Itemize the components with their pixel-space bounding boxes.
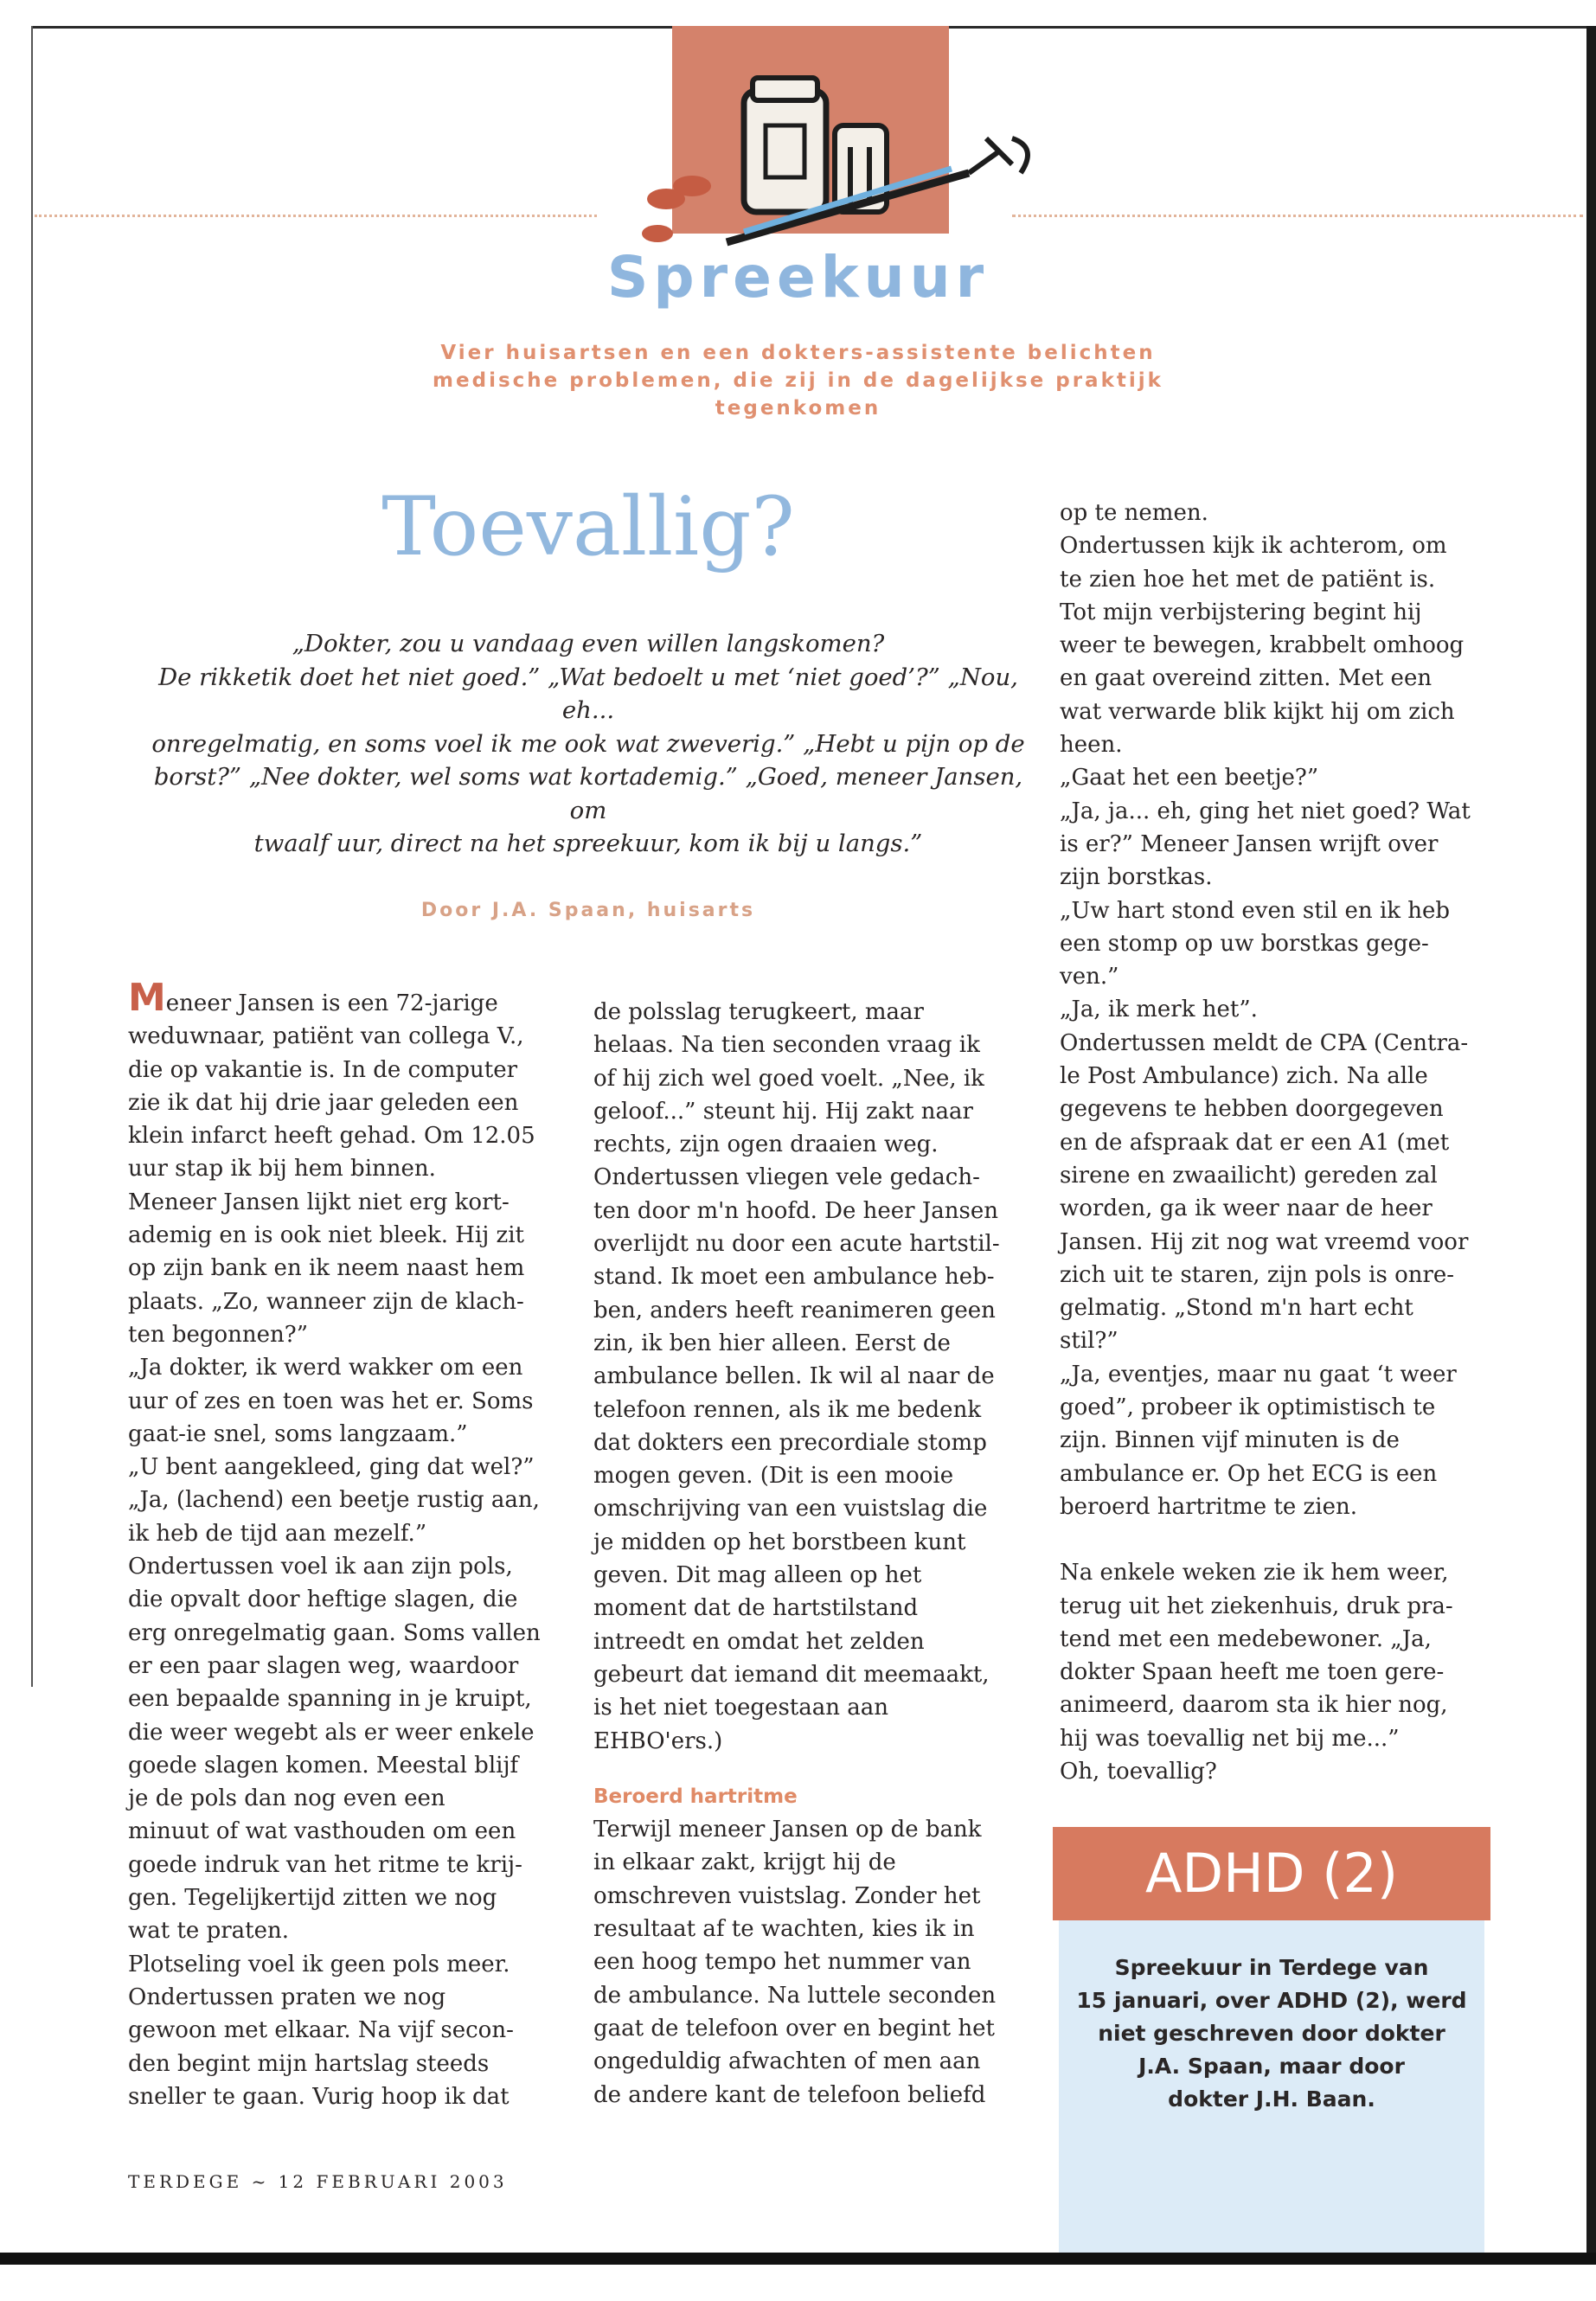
body-line: beroerd hartritme te zien. [1060, 1493, 1357, 1520]
body-line: helaas. Na tien seconden vraag ik [593, 1032, 980, 1059]
body-line: le Post Ambulance) zich. Na alle [1060, 1063, 1428, 1090]
header-dotted-rule-right [1012, 215, 1583, 217]
lead-line: twaalf uur, direct na het spreekuur, kom ik bij u langs.” [253, 830, 923, 857]
sidebar-line: dokter J.H. Baan. [1168, 2086, 1375, 2112]
article-byline: Door J.A. Spaan, huisarts [420, 900, 756, 921]
body-line: heen. [1060, 732, 1123, 759]
body-line: hij was toevallig net bij me...” [1060, 1725, 1400, 1752]
body-line: wat te praten. [128, 1918, 289, 1945]
sidebar-title: ADHD (2) [1144, 1842, 1399, 1905]
body-line: ten begonnen?” [128, 1321, 309, 1348]
body-line: intreedt en omdat het zelden [593, 1628, 925, 1655]
body-line: plaats. „Zo, wanneer zijn de klach- [128, 1288, 524, 1315]
lead-line: onregelmatig, en soms voel ik me ook wat zweverig.” „Hebt u pijn op de [151, 729, 1025, 758]
lead-line: borst?” „Nee dokter, wel soms wat kortademig.” „Goed, meneer Jansen, om [153, 763, 1023, 824]
body-line: uur of zes en toen was het er. Soms [128, 1388, 534, 1414]
body-line: omschrijving van een vuistslag die [593, 1496, 988, 1522]
body-line: „Ja, ik merk het”. [1060, 997, 1258, 1023]
body-line: Oh, toevallig? [1060, 1758, 1217, 1785]
body-line: die weer wegebt als er weer enkele [128, 1719, 535, 1746]
sidebar-line: J.A. Spaan, maar door [1138, 2054, 1405, 2079]
body-line: ten door m'n hoofd. De heer Jansen [593, 1197, 998, 1224]
body-line: gen. Tegelijkertijd zitten we nog [128, 1885, 497, 1912]
body-line: Ondertussen meldt de CPA (Centra- [1060, 1029, 1469, 1056]
body-line: „Ja dokter, ik werd wakker om een [128, 1355, 523, 1381]
section-subtitle-line: medische problemen, die zij in de dagelijkse praktijk tegenkomen [433, 369, 1163, 420]
body-line: ik heb de tijd aan mezelf.” [128, 1520, 427, 1547]
body-line: of hij zich wel goed voelt. „Nee, ik [593, 1065, 984, 1092]
body-line: ademig en is ook niet bleek. Hij zit [128, 1222, 525, 1249]
header-dotted-rule-left [35, 215, 597, 217]
body-line: goed”, probeer ik optimistisch te [1060, 1394, 1436, 1421]
body-line: je midden op het borstbeen kunt [593, 1529, 966, 1555]
sidebar-line: niet geschreven door dokter [1098, 2021, 1445, 2046]
section-subtitle [346, 339, 1250, 422]
body-line: „U bent aangekleed, ging dat wel?” [128, 1454, 535, 1481]
body-line: „Ja, ja... eh, ging het niet goed? Wat [1060, 798, 1471, 824]
body-line: zijn borstkas. [1060, 864, 1213, 891]
article-headline: Toevallig? [381, 480, 795, 574]
body-line: den begint mijn hartslag steeds [128, 2050, 490, 2077]
body-line: en de afspraak dat er een A1 (met [1060, 1129, 1450, 1156]
body-line: Tot mijn verbijstering begint hij [1060, 599, 1422, 625]
body-line: je de pols dan nog even een [128, 1785, 445, 1812]
body-line: Ondertussen praten we nog [128, 1984, 446, 2010]
body-line: zich uit te staren, zijn pols is onre- [1060, 1261, 1455, 1288]
body-line: gebeurt dat iemand dit meemaakt, [593, 1661, 990, 1688]
body-line: tend met een medebewoner. „Ja, [1060, 1625, 1432, 1652]
body-line: zin, ik ben hier alleen. Eerst de [593, 1330, 951, 1356]
body-line: er een paar slagen weg, waardoor [128, 1652, 519, 1679]
body-line: „Ja, (lachend) een beetje rustig aan, [128, 1487, 540, 1514]
body-line: gewoon met elkaar. Na vijf secon- [128, 2017, 514, 2044]
body-line: Ondertussen kijk ik achterom, om [1060, 533, 1447, 560]
body-line: de andere kant de telefoon beliefd [593, 2081, 986, 2108]
sidebar-line: 15 januari, over ADHD (2), werd [1076, 1988, 1467, 2013]
body-line: een hoog tempo het nummer van [593, 1949, 971, 1976]
body-line: op te nemen. [1060, 500, 1208, 526]
body-line: gegevens te hebben doorgegeven [1060, 1096, 1444, 1123]
body-line: sneller te gaan. Vurig hoop ik dat [128, 2083, 510, 2110]
body-line: telefoon rennen, als ik me bedenk [593, 1396, 982, 1423]
body-line: overlijdt nu door een acute hartstil- [593, 1231, 1000, 1258]
body-line: EHBO'ers.) [593, 1727, 723, 1754]
article-column-2 [593, 996, 1019, 2112]
section-subtitle-line: Vier huisartsen en een dokters-assistente belichten [440, 342, 1156, 364]
body-line: is het niet toegestaan aan [593, 1695, 888, 1721]
section-subheading: Beroerd hartritme [593, 1785, 798, 1808]
body-line: gelmatig. „Stond m'n hart echt [1060, 1295, 1413, 1322]
section-title: Spreekuur [606, 244, 990, 311]
body-line: goede slagen komen. Meestal blijf [128, 1752, 519, 1779]
body-line: en gaat overeind zitten. Met een [1060, 665, 1433, 692]
body-line: de polsslag terugkeert, maar [593, 999, 924, 1025]
body-line: resultaat af te wachten, kies ik in [593, 1916, 975, 1943]
body-line: goede indruk van het ritme te krij- [128, 1851, 522, 1878]
body-line: uur stap ik bij hem binnen. [128, 1156, 436, 1183]
lead-line: „Dokter, zou u vandaag even willen langskomen? [292, 630, 885, 657]
page-border-right [1586, 26, 1596, 2259]
body-line: een stomp op uw borstkas gege- [1060, 930, 1429, 957]
body-line: op zijn bank en ik neem naast hem [128, 1255, 525, 1282]
body-line: dokter Spaan heeft me toen gere- [1060, 1659, 1445, 1686]
body-line: terug uit het ziekenhuis, druk pra- [1060, 1593, 1453, 1619]
body-line: die op vakantie is. In de computer [128, 1056, 518, 1083]
body-line: gaat de telefoon over en begint het [593, 2015, 995, 2041]
body-line: zie ik dat hij drie jaar geleden een [128, 1089, 519, 1116]
body-line: Ondertussen vliegen vele gedach- [593, 1164, 980, 1191]
body-line: stil?” [1060, 1328, 1118, 1355]
body-line: ven.” [1060, 964, 1119, 990]
body-line: sirene en zwaailicht) gereden zal [1060, 1162, 1438, 1189]
body-line: omschreven vuistslag. Zonder het [593, 1882, 981, 1909]
body-line: Plotseling voel ik geen pols meer. [128, 1951, 510, 1977]
body-line: stand. Ik moet een ambulance heb- [593, 1264, 995, 1291]
body-line: ben, anders heeft reanimeren geen [593, 1297, 996, 1324]
body-line: wat verwarde blik kijkt hij om zich [1060, 698, 1455, 725]
body-line: geven. Dit mag alleen op het [593, 1562, 922, 1589]
body-line: Meneer Jansen is een 72-jarige [128, 976, 498, 1020]
body-line: geloof...” steunt hij. Hij zakt naar [593, 1098, 973, 1125]
article-lead [138, 627, 1038, 861]
body-line: klein infarct heeft gehad. Om 12.05 [128, 1123, 535, 1150]
body-line: „Uw hart stond even stil en ik heb [1060, 897, 1451, 924]
body-line: weduwnaar, patiënt van collega V., [128, 1023, 524, 1050]
body-line: dat dokters een precordiale stomp [593, 1429, 987, 1456]
page-border-bottom [0, 2253, 1596, 2265]
body-line: erg onregelmatig gaan. Soms vallen [128, 1619, 541, 1646]
body-line: is er?” Meneer Jansen wrijft over [1060, 830, 1439, 857]
article-column-1 [128, 976, 554, 2113]
body-line: „Gaat het een beetje?” [1060, 765, 1319, 792]
body-line: Na enkele weken zie ik hem weer, [1060, 1560, 1449, 1586]
body-line: Terwijl meneer Jansen op de bank [593, 1817, 982, 1843]
body-line: Meneer Jansen lijkt niet erg kort- [128, 1189, 510, 1215]
body-line: ambulance bellen. Ik wil al naar de [593, 1363, 995, 1390]
body-line: minuut of wat vasthouden om een [128, 1818, 516, 1845]
drop-cap: M [128, 976, 166, 1020]
body-line: gaat-ie snel, soms langzaam.” [128, 1420, 468, 1447]
body-line: die opvalt door heftige slagen, die [128, 1586, 518, 1613]
body-line: rechts, zijn ogen draaien weg. [593, 1131, 939, 1158]
body-line: „Ja, eventjes, maar nu gaat ‘t weer [1060, 1361, 1457, 1388]
lead-line: De rikketik doet het niet goed.” „Wat bedoelt u met ‘niet goed’?” „Nou, eh... [158, 663, 1018, 724]
medicine-illustration-icon [606, 43, 1055, 260]
body-line: te zien hoe het met de patiënt is. [1060, 566, 1436, 593]
body-line: in elkaar zakt, krijgt hij de [593, 1849, 896, 1876]
body-line: animeerd, daarom sta ik hier nog, [1060, 1692, 1448, 1719]
body-line: de ambulance. Na luttele seconden [593, 1982, 997, 2009]
body-line: Ondertussen voel ik aan zijn pols, [128, 1554, 513, 1580]
body-line: ambulance er. Op het ECG is een [1060, 1460, 1438, 1487]
sidebar-text [1067, 1952, 1476, 2116]
sidebar-line: Spreekuur in Terdege van [1114, 1955, 1429, 1980]
body-line: mogen geven. (Dit is een mooie [593, 1463, 954, 1490]
body-line: ongeduldig afwachten of men aan [593, 2048, 981, 2075]
body-line: worden, ga ik weer naar de heer [1060, 1195, 1433, 1222]
body-line: Jansen. Hij zit nog wat vreemd voor [1060, 1228, 1469, 1255]
page-footer: TERDEGE ~ 12 FEBRUARI 2003 [128, 2171, 508, 2192]
article-column-3 [1060, 497, 1485, 1788]
body-line: zijn. Binnen vijf minuten is de [1060, 1427, 1400, 1454]
body-line: een bepaalde spanning in je kruipt, [128, 1686, 532, 1713]
body-line: weer te bewegen, krabbelt omhoog [1060, 632, 1465, 659]
body-line: moment dat de hartstilstand [593, 1595, 919, 1622]
paragraph-gap [1060, 1523, 1485, 1556]
